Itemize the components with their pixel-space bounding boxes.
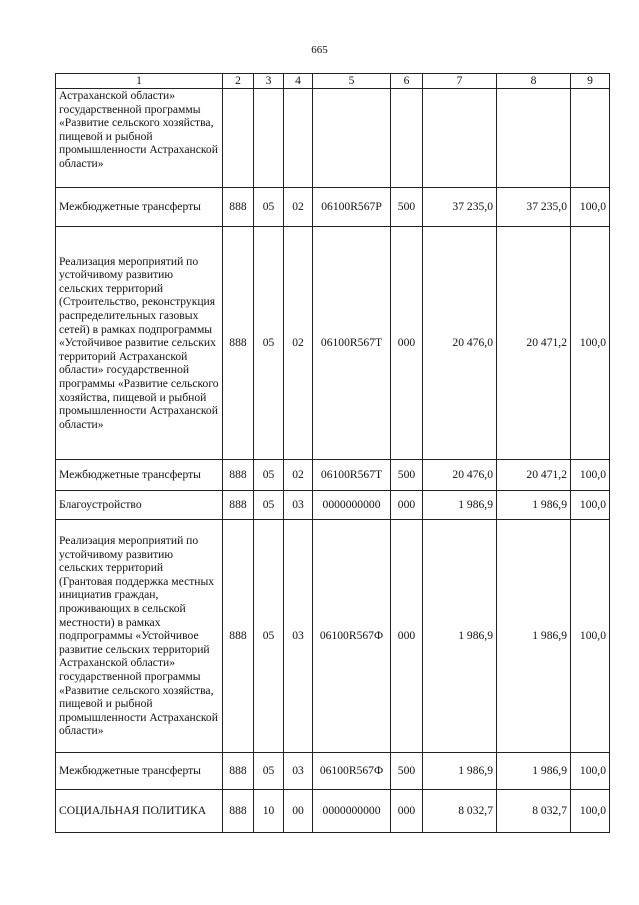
- cell-subsection: 02: [284, 188, 313, 227]
- cell-ministry: 888: [223, 188, 254, 227]
- cell-executed: 20 471,2: [497, 460, 571, 491]
- cell-target-code: 06100R567Т: [313, 460, 391, 491]
- cell-section: 05: [254, 188, 284, 227]
- cell-target-code: 06100R567Т: [313, 227, 391, 460]
- cell-planned: 20 476,0: [423, 227, 497, 460]
- cell-expense-type: 000: [391, 520, 423, 753]
- cell-section: 10: [254, 790, 284, 833]
- row-name: Астраханской области» государственной программы «Развитие сельского хозяйства, пищевой и рыбной промышленности Астраханской области»: [56, 89, 223, 188]
- cell-target-code: [313, 89, 391, 188]
- cell-section: 05: [254, 227, 284, 460]
- cell-ministry: [223, 89, 254, 188]
- table-row: [56, 790, 610, 833]
- row-name: Реализация мероприятий по устойчивому развитию сельских территорий (Грантовая поддержка местных инициатив граждан, проживающих в сельской местности) в рамках подпрограммы «Устойчивое развитие сельских территорий Астраханской области» государственной программы «Развитие сельского хозяйства, пищевой и рыбной промышленности Астраханской области»: [56, 520, 223, 753]
- table-header-row: [56, 74, 610, 89]
- cell-section: 05: [254, 460, 284, 491]
- cell-subsection: 03: [284, 491, 313, 520]
- cell-ministry: 888: [223, 491, 254, 520]
- cell-percent: 100,0: [571, 460, 610, 491]
- cell-section: 05: [254, 753, 284, 790]
- cell-subsection: 02: [284, 460, 313, 491]
- table-row: [56, 520, 610, 753]
- budget-table: [55, 73, 610, 833]
- cell-subsection: [284, 89, 313, 188]
- cell-ministry: 888: [223, 790, 254, 833]
- cell-subsection: 00: [284, 790, 313, 833]
- cell-percent: 100,0: [571, 790, 610, 833]
- cell-planned: 1 986,9: [423, 520, 497, 753]
- column-header: 6: [391, 74, 423, 89]
- cell-ministry: 888: [223, 460, 254, 491]
- cell-expense-type: 000: [391, 491, 423, 520]
- cell-subsection: 02: [284, 227, 313, 460]
- column-header: 8: [497, 74, 571, 89]
- cell-percent: 100,0: [571, 491, 610, 520]
- cell-section: 05: [254, 491, 284, 520]
- column-header: 4: [284, 74, 313, 89]
- cell-expense-type: 000: [391, 227, 423, 460]
- column-header: 3: [254, 74, 284, 89]
- cell-target-code: 0000000000: [313, 790, 391, 833]
- cell-ministry: 888: [223, 520, 254, 753]
- page-number: 665: [311, 44, 328, 56]
- cell-subsection: 03: [284, 520, 313, 753]
- cell-planned: 1 986,9: [423, 753, 497, 790]
- cell-percent: 100,0: [571, 520, 610, 753]
- cell-section: [254, 89, 284, 188]
- cell-subsection: 03: [284, 753, 313, 790]
- cell-target-code: 06100R567Р: [313, 188, 391, 227]
- cell-target-code: 06100R567Ф: [313, 520, 391, 753]
- cell-executed: 37 235,0: [497, 188, 571, 227]
- cell-percent: [571, 89, 610, 188]
- cell-executed: 1 986,9: [497, 520, 571, 753]
- row-name: Благоустройство: [56, 491, 223, 520]
- row-name: Межбюджетные трансферты: [56, 753, 223, 790]
- cell-planned: 8 032,7: [423, 790, 497, 833]
- column-header: 1: [56, 74, 223, 89]
- cell-planned: 37 235,0: [423, 188, 497, 227]
- table-row: [56, 227, 610, 460]
- cell-executed: 20 471,2: [497, 227, 571, 460]
- cell-expense-type: [391, 89, 423, 188]
- cell-percent: 100,0: [571, 188, 610, 227]
- table-row: [56, 89, 610, 188]
- table-row: [56, 188, 610, 227]
- cell-ministry: 888: [223, 753, 254, 790]
- cell-executed: 8 032,7: [497, 790, 571, 833]
- cell-executed: 1 986,9: [497, 753, 571, 790]
- cell-expense-type: 000: [391, 790, 423, 833]
- cell-section: 05: [254, 520, 284, 753]
- table-row: [56, 460, 610, 491]
- cell-planned: 1 986,9: [423, 491, 497, 520]
- cell-expense-type: 500: [391, 753, 423, 790]
- column-header: 7: [423, 74, 497, 89]
- cell-target-code: 0000000000: [313, 491, 391, 520]
- row-name: СОЦИАЛЬНАЯ ПОЛИТИКА: [56, 790, 223, 833]
- row-name: Реализация мероприятий по устойчивому развитию сельских территорий (Строительство, реконструкция распределительных газовых сетей) в рамках подпрограммы «Устойчивое развитие сельских территорий Астраханской области» государственной программы «Развитие сельского хозяйства, пищевой и рыбной промышленности Астраханской области»: [56, 227, 223, 460]
- column-header: 2: [223, 74, 254, 89]
- cell-percent: 100,0: [571, 227, 610, 460]
- cell-percent: 100,0: [571, 753, 610, 790]
- row-name: Межбюджетные трансферты: [56, 188, 223, 227]
- row-name: Межбюджетные трансферты: [56, 460, 223, 491]
- cell-target-code: 06100R567Ф: [313, 753, 391, 790]
- table-row: [56, 491, 610, 520]
- column-header: 9: [571, 74, 610, 89]
- cell-executed: [497, 89, 571, 188]
- cell-expense-type: 500: [391, 188, 423, 227]
- cell-planned: 20 476,0: [423, 460, 497, 491]
- cell-ministry: 888: [223, 227, 254, 460]
- cell-planned: [423, 89, 497, 188]
- cell-expense-type: 500: [391, 460, 423, 491]
- cell-executed: 1 986,9: [497, 491, 571, 520]
- table-row: [56, 753, 610, 790]
- column-header: 5: [313, 74, 391, 89]
